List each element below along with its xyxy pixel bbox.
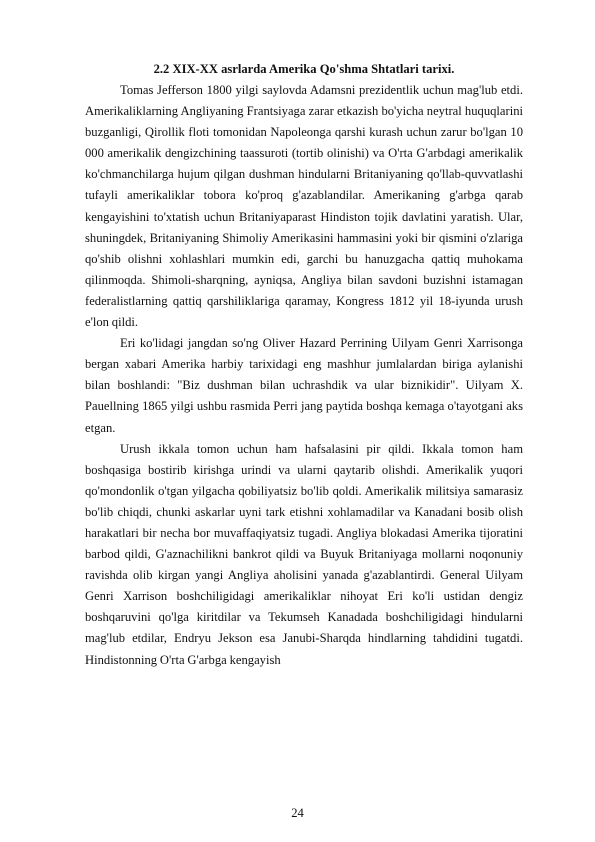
paragraph-2: Eri ko'lidagi jangdan so'ng Oliver Hazard Perrining Uilyam Genri Xarrisonga bergan xabari Amerika harbiy tarixidagi eng mashhur jumlalardan biriga aylanishi bilan boshlandi: "Biz dushman bilan uchrashdik va ular biznikidir". Uilyam X. Pauellning 1865 yilgi ushbu rasmida Perri jang paytida boshqa kemaga o'tayotgani aks etgan.: [85, 336, 523, 435]
document-body: [85, 59, 523, 671]
paragraph-3: Urush ikkala tomon uchun ham hafsalasini pir qildi. Ikkala tomon ham boshqasiga bostirib kirishga urindi va ularni qaytarib olishdi. Amerikalik yuqori qo'mondonlik o'tgan yilgacha qobiliyatsiz bo'lib qoldi. Amerikalik militsiya samarasiz bo'lib chiqdi, chunki askarlar uyni tark etishni xohlamadilar va Kanadani bosib olish harakatlari bir necha bor muvaffaqiyatsiz tugadi. Angliya blokadasi Amerika tijoratini barbod qildi, G'aznachilikni bankrot qildi va Buyuk Britaniyaga mollarni noqonuniy ravishda olib kirgan yangi Angliya aholisini yanada g'azablantirdi. General Uilyam Genri Xarrison boshchiligidagi amerikaliklar nihoyat Eri ko'li ustidan dengiz boshqaruvini qo'lga kiritdilar va Tekumseh Kanadada boshchiligidagi hindularni mag'lub etdilar, Endryu Jekson esa Janubi-Sharqda hindlarning tahdidini tugatdi. Hindistonning O'rta G'arbga kengayish: [85, 441, 523, 667]
page-number: 24: [291, 806, 304, 820]
paragraph-1: Tomas Jefferson 1800 yilgi saylovda Adamsni prezidentlik uchun mag'lub etdi. Amerikaliklarning Angliyaning Frantsiyaga zarar etkazish bo'yicha neytral huquqlarini buzganligi, Qirollik floti tomonidan Napoleonga qarshi kurash uchun zarur bo'lgan 10 000 amerikalik dengizchining taassuroti (tortib olinishi) va O'rta G'arbdagi amerikalik ko'chmanchilarga hujum qilgan dushman hindularni Britaniyaning qo'llab-quvvatlashi tufayli amerikaliklar tobora ko'proq g'azablandilar. Amerikaning g'arbga qarab kengayishini to'xtatish uchun Britaniyaparast Hindiston tojik davlatini yaratish. Ular, shuningdek, Britaniyaning Shimoliy Amerikasini hammasini yoki bir qismini o'zlariga qo'shib olishni xohlashlari mumkin edi, garchi bu hanuzgacha qattiq muhokama qilinmoqda. Shimoli-sharqning, ayniqsa, Angliya bilan savdoni buzishni istamagan federalistlarning qattiq qarshiliklariga qaramay, Kongress 1812 yil 18-iyunda urush e'lon qildi.: [85, 83, 523, 330]
section-title: 2.2 XIX-XX asrlarda Amerika Qo'shma Shtatlari tarixi.: [153, 62, 455, 76]
